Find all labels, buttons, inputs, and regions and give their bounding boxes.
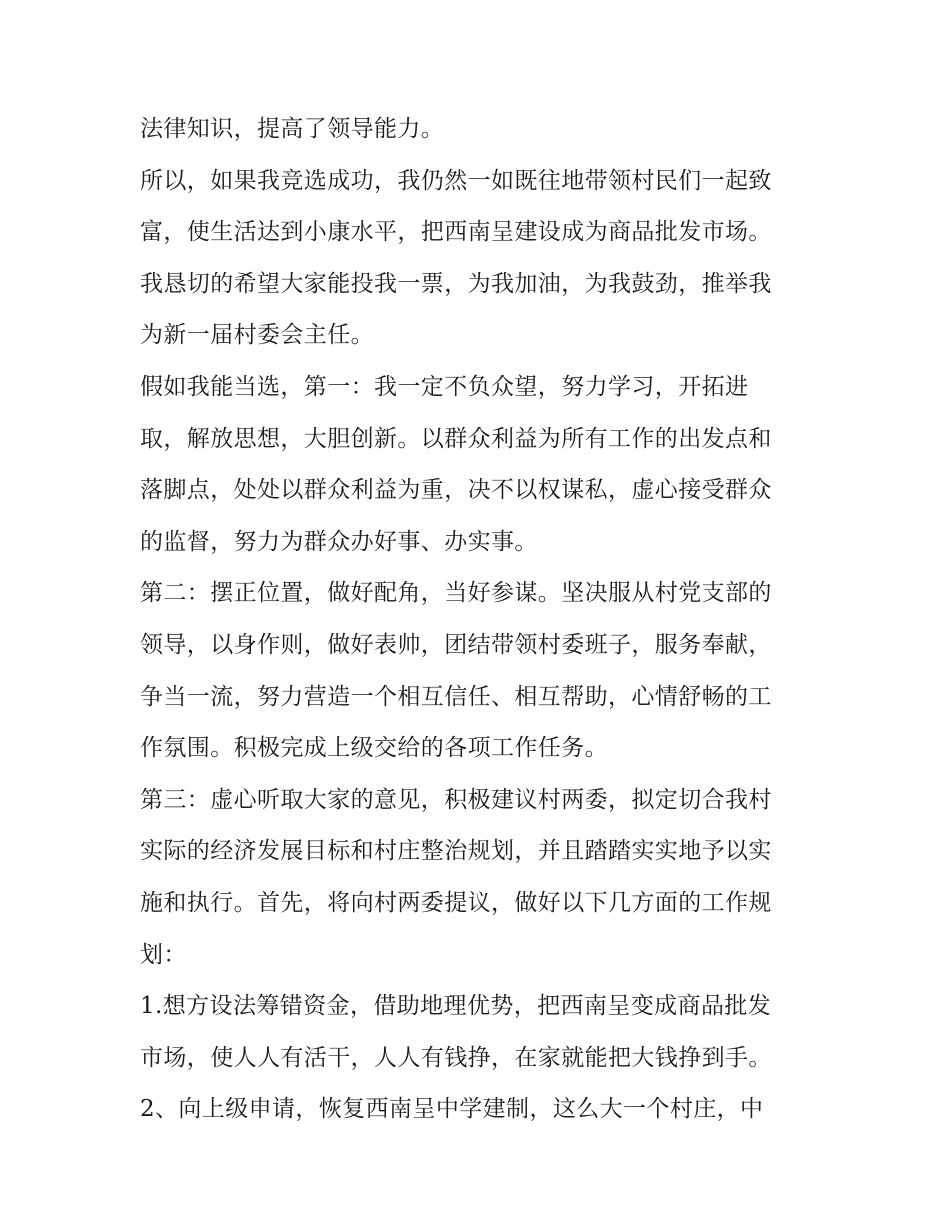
text-line: 领导，以身作则，做好表帅，团结带领村委班子，服务奉献，	[140, 631, 772, 658]
text-line: 富，使生活达到小康水平，把西南呈建设成为商品批发市场。	[140, 219, 772, 246]
text-line: 1.想方设法筹错资金，借助地理优势，把西南呈变成商品批发	[140, 993, 772, 1020]
text-line: 施和执行。首先，将向村两委提议，做好以下几方面的工作规	[140, 889, 772, 916]
text-line: 取，解放思想，大胆创新。以群众利益为所有工作的出发点和	[140, 425, 772, 452]
text-line: 为新一届村委会主任。	[140, 322, 374, 349]
text-line: 作氛围。积极完成上级交给的各项工作任务。	[140, 735, 608, 762]
text-line: 第二：摆正位置，做好配角，当好参谋。坚决服从村党支部的	[140, 580, 772, 607]
text-line: 的监督，努力为群众办好事、办实事。	[140, 528, 538, 555]
text-line: 我恳切的希望大家能投我一票，为我加油，为我鼓劲，推举我	[140, 270, 772, 297]
text-line: 所以，如果我竞选成功，我仍然一如既往地带领村民们一起致	[140, 167, 772, 194]
text-line: 2、向上级申请，恢复西南呈中学建制，这么大一个村庄，中	[140, 1096, 764, 1123]
text-line: 落脚点，处处以群众利益为重，决不以权谋私，虚心接受群众	[140, 477, 772, 504]
text-line: 市场，使人人有活干，人人有钱挣，在家就能把大钱挣到手。	[140, 1044, 772, 1071]
text-line: 争当一流，努力营造一个相互信任、相互帮助，心情舒畅的工	[140, 683, 772, 710]
text-line: 第三：虚心听取大家的意见，积极建议村两委，拟定切合我村	[140, 786, 772, 813]
document-body	[140, 104, 820, 1136]
text-line: 法律知识，提高了领导能力。	[140, 116, 445, 142]
text-line: 实际的经济发展目标和村庄整治规划，并且踏踏实实地予以实	[140, 838, 772, 865]
text-line: 划：	[140, 941, 187, 968]
text-line: 假如我能当选，第一：我一定不负众望，努力学习，开拓进	[140, 373, 749, 400]
